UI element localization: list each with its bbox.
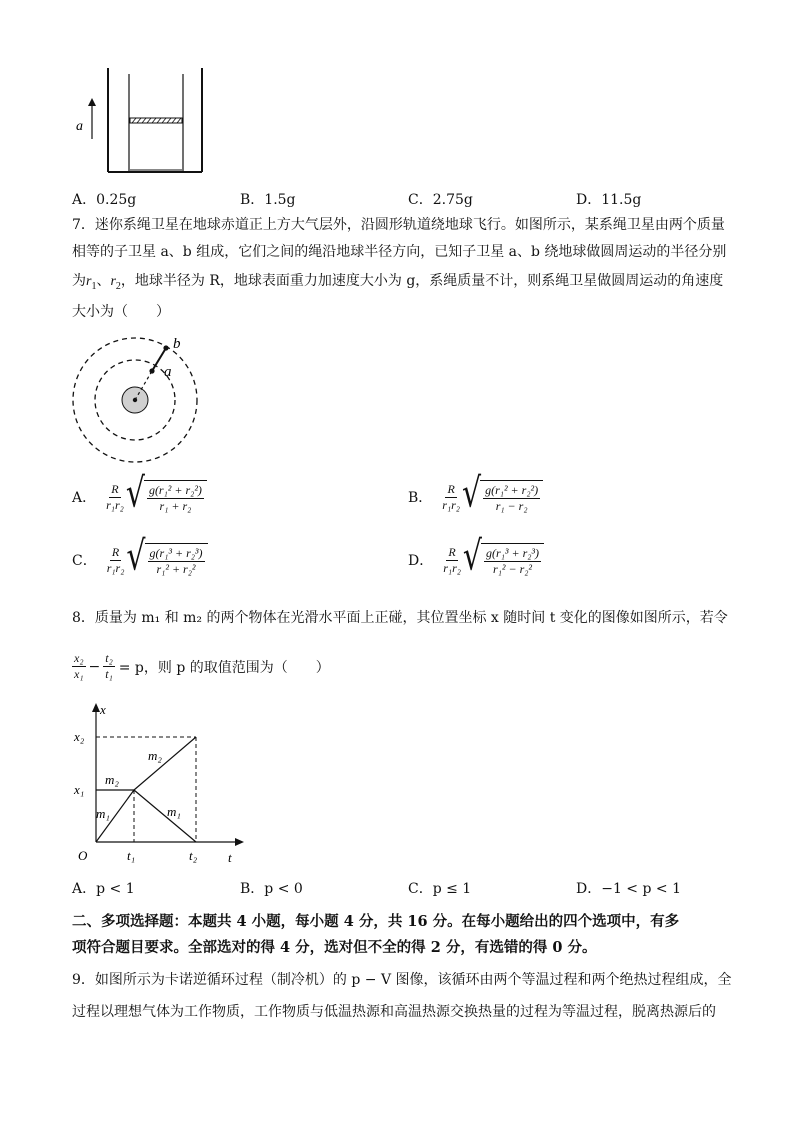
q7-option-d: D． $\frac{R}{\text{r₁r₂}}$ √ $\frac{\text{g(r₁³ + r₂³)}}{\text{r₁² − r₂²}}$ bbox=[408, 543, 544, 577]
satellite-b-dot bbox=[163, 345, 168, 350]
q8-option-a: A．p < 1 bbox=[72, 881, 135, 897]
q7-line-4: 大小为（ ） bbox=[72, 304, 170, 320]
q7-option-a: A． $\frac{R}{\text{r₁r₂}}$ √ $\frac{\text{g(r₁² + r₂²)}}{\text{r₁ + r₂}}$ bbox=[72, 480, 207, 514]
q7-orbit-figure bbox=[72, 334, 202, 464]
axis-x-arrow-icon bbox=[92, 703, 100, 712]
q9-line-1: 9．如图所示为卡诺逆循环过程（制冷机）的 p − V 图像，该循环由两个等温过程和两个绝热过程组成，全 bbox=[72, 972, 732, 988]
satellite-b-label: b bbox=[173, 336, 181, 352]
satellite-a-dot bbox=[149, 368, 154, 373]
q7-line-3: 为$r_1$、$r_2$，地球半径为 R，地球表面重力加速度大小为 g，系绳质量不计，则系绳卫星做圆周运动的角速度 bbox=[72, 273, 724, 292]
q9-line-2: 过程以理想气体为工作物质，工作物质与低温热源和高温热源交换热量的过程为等温过程，脱离热源后的 bbox=[72, 1004, 716, 1020]
q6-option-c: C．2.75g bbox=[408, 192, 473, 208]
q7-option-b: B． $\frac{R}{\text{r₁r₂}}$ √ $\frac{\text{g(r₁² + r₂²)}}{\text{r₁ − r₂}}$ bbox=[408, 480, 543, 514]
q7-line-1: 7．迷你系绳卫星在地球赤道正上方大气层外，沿圆形轨道绕地球飞行。如图所示，某系绳卫星由两个质量 bbox=[72, 217, 725, 233]
q8-option-b: B．p < 0 bbox=[240, 881, 303, 897]
arrow-up-icon bbox=[88, 98, 96, 106]
q8-option-c: C．p ≤ 1 bbox=[408, 881, 472, 897]
axis-t-label: t bbox=[228, 850, 232, 865]
section-2-heading-line-1: 二、多项选择题：本题共 4 小题，每小题 4 分，共 16 分。在每小题给出的四个选项中，有多 bbox=[72, 913, 680, 930]
t2-tick-label: t₂ bbox=[189, 848, 198, 863]
axis-t-arrow-icon bbox=[235, 838, 244, 846]
origin-label: O bbox=[78, 848, 88, 863]
q6-option-d: D．11.5g bbox=[576, 192, 642, 208]
x1-tick-label: x₁ bbox=[74, 782, 85, 797]
q7-option-c: C． $\frac{R}{\text{r₁r₂}}$ √ $\frac{\text{g(r₁³ + r₂³)}}{\text{r₁² + r₂²}}$ bbox=[72, 543, 208, 577]
q6-figure bbox=[70, 64, 210, 179]
x2-tick-label: x₂ bbox=[74, 729, 85, 744]
m2-flat-label: m₂ bbox=[105, 772, 119, 787]
q8-option-d: D．−1 < p < 1 bbox=[576, 881, 681, 897]
m1-rising-label: m₁ bbox=[96, 806, 110, 821]
q6-option-a: A．0.25g bbox=[72, 192, 137, 208]
q6-accel-label: a bbox=[76, 119, 83, 134]
q7-line-2: 相等的子卫星 a、b 组成，它们之间的绳沿地球半径方向，已知子卫星 a、b 绕地球做圆周运动的半径分别 bbox=[72, 244, 727, 260]
axis-x-label: x bbox=[100, 702, 106, 717]
m1-falling-label: m₁ bbox=[167, 804, 181, 819]
section-2-heading-line-2: 项符合题目要求。全部选对的得 4 分，选对但不全的得 2 分，有选错的得 0 分。 bbox=[72, 939, 597, 956]
t1-tick-label: t₁ bbox=[127, 848, 136, 863]
q8-formula: $\frac{\text{x₂}}{\text{x₁}}$ − $\frac{\text{t₂}}{\text{t₁}}$ = p，则 p 的取值范围为（ ） bbox=[74, 651, 330, 681]
q6-option-b: B．1.5g bbox=[240, 192, 296, 208]
q8-line-1: 8．质量为 m₁ 和 m₂ 的两个物体在光滑水平面上正碰，其位置坐标 x 随时间 t 变化的图像如图所示，若令 bbox=[72, 610, 728, 626]
satellite-a-label: a bbox=[164, 364, 172, 380]
m2-upper-label: m₂ bbox=[148, 748, 162, 763]
q8-xt-graph bbox=[72, 700, 252, 868]
